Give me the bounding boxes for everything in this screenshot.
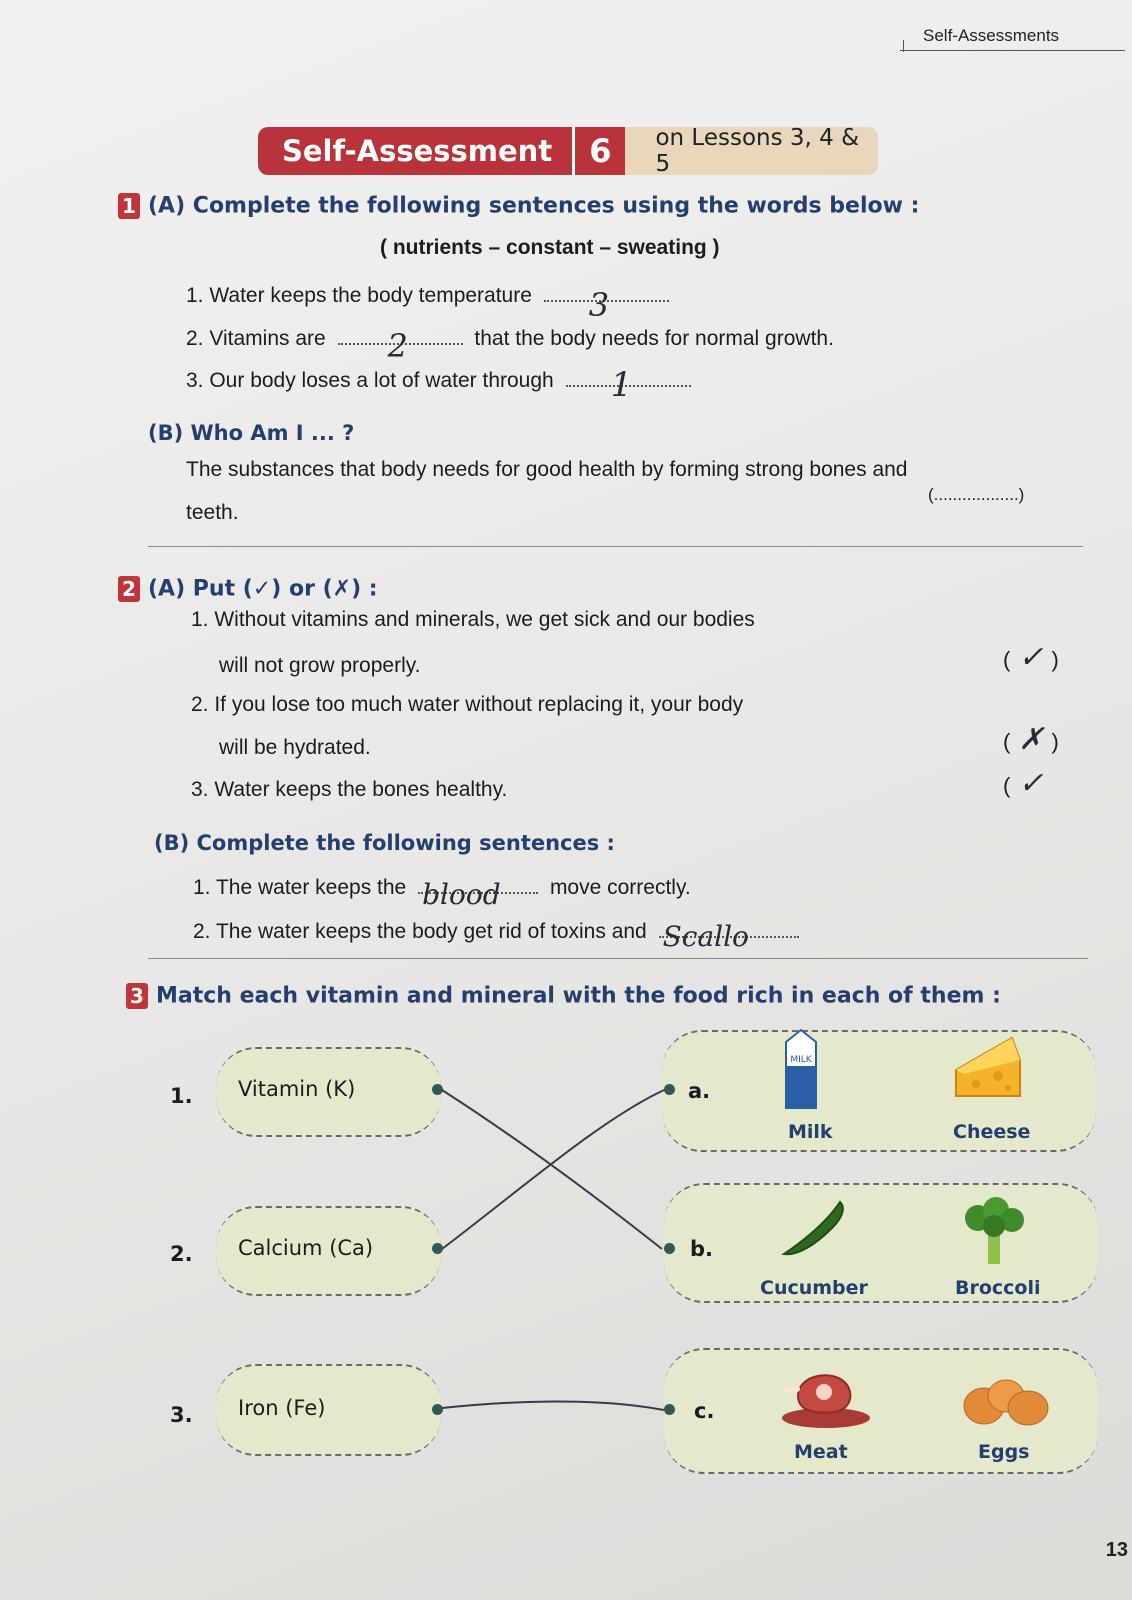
eggs-icon — [962, 1376, 1052, 1428]
answer-scallo[interactable]: Scallo — [662, 920, 749, 953]
answer-3-1[interactable]: 1 — [610, 365, 633, 405]
food-milk: Milk — [788, 1121, 833, 1143]
food-broccoli: Broccoli — [955, 1277, 1041, 1299]
left-box-vitamin-k: Vitamin (K) — [216, 1047, 441, 1137]
q1-a-heading: 1 (A) Complete the following sentences using the words below : — [118, 193, 919, 219]
q1-a-item-1: 1. Water keeps the body temperature 3 — [186, 284, 669, 308]
assessment-title — [258, 127, 878, 175]
milk-label: MILK — [790, 1055, 812, 1065]
left-dot-3[interactable] — [432, 1404, 443, 1415]
left-dot-2[interactable] — [432, 1243, 443, 1254]
right-letter-a: a. — [688, 1079, 711, 1103]
left-num-2: 2. — [170, 1242, 193, 1266]
cucumber-icon — [776, 1196, 848, 1260]
q2-a-item-1-line-2: will not grow properly. — [219, 654, 421, 677]
left-num-1: 1. — [170, 1084, 193, 1108]
title-number: 6 — [572, 127, 625, 175]
title-main: Self-Assessment — [258, 127, 572, 175]
right-dot-b[interactable] — [664, 1243, 675, 1254]
answer-1-3[interactable]: 3 — [588, 286, 610, 324]
section-divider-1 — [148, 546, 1083, 547]
q3-heading: 3 Match each vitamin and mineral with the food rich in each of them : — [126, 983, 1001, 1009]
q3-badge: 3 — [126, 983, 148, 1009]
header-rule — [900, 50, 1125, 51]
word-bank: ( nutrients – constant – sweating ) — [380, 236, 720, 259]
q1-a-item-2: 2. Vitamins are 2 that the body needs for normal growth. — [186, 327, 834, 365]
food-meat: Meat — [794, 1441, 848, 1463]
left-box-iron: Iron (Fe) — [216, 1364, 441, 1456]
q1-b-line-2: teeth. — [186, 501, 239, 524]
title-lessons: on Lessons 3, 4 & 5 — [625, 127, 878, 175]
milk-carton-icon — [780, 1028, 822, 1112]
q2-a-mark-2[interactable]: ( ✗ ) — [1003, 722, 1059, 757]
running-header: Self-Assessments — [923, 26, 1060, 45]
food-eggs: Eggs — [978, 1441, 1030, 1463]
food-cucumber: Cucumber — [760, 1277, 868, 1299]
meat-icon — [778, 1366, 874, 1430]
q2-b-item-2: 2. The water keeps the body get rid of toxins and Scallo — [193, 920, 799, 944]
q2-b-heading: (B) Complete the following sentences : — [154, 831, 615, 855]
right-box-a — [662, 1030, 1096, 1152]
q1-a-item-3: 3. Our body loses a lot of water through 1 — [186, 369, 691, 393]
right-dot-c[interactable] — [664, 1404, 675, 1415]
left-dot-1[interactable] — [432, 1084, 443, 1095]
broccoli-icon — [960, 1196, 1028, 1268]
q1-badge: 1 — [118, 193, 140, 219]
q2-badge: 2 — [118, 576, 140, 602]
q2-a-item-2-line-1: 2. If you lose too much water without replacing it, your body — [191, 693, 744, 716]
q1-b-heading: (B) Who Am I ... ? — [148, 421, 355, 445]
q2-a-item-2-line-2: will be hydrated. — [219, 736, 371, 759]
q2-b-item-1: 1. The water keeps the blood move correctly. — [193, 876, 691, 911]
answer-blood[interactable]: blood — [422, 878, 501, 911]
right-letter-b: b. — [690, 1237, 714, 1261]
cheese-icon — [952, 1030, 1024, 1102]
q1-b-blank[interactable]: (..................) — [928, 485, 1025, 504]
q2-a-mark-3[interactable]: ( ✓ — [1003, 766, 1044, 801]
match-line-1-b — [442, 1090, 662, 1249]
section-divider-2 — [148, 958, 1088, 959]
q2-a-item-1-line-1: 1. Without vitamins and minerals, we get sick and our bodies — [191, 608, 755, 631]
q2-a-item-3: 3. Water keeps the bones healthy. — [191, 778, 508, 801]
answer-2-2[interactable]: 2 — [387, 327, 408, 365]
left-box-calcium: Calcium (Ca) — [216, 1206, 441, 1296]
right-dot-a[interactable] — [664, 1084, 675, 1095]
q2-a-heading: 2 (A) Put (✓) or (✗) : — [118, 576, 378, 602]
page-number: 13 — [1105, 1539, 1128, 1561]
match-line-2-a — [442, 1090, 664, 1249]
match-line-3-c — [442, 1402, 664, 1411]
q1-b-line-1: The substances that body needs for good health by forming strong bones and — [186, 458, 908, 481]
left-num-3: 3. — [170, 1403, 193, 1427]
right-letter-c: c. — [694, 1399, 715, 1423]
food-cheese: Cheese — [953, 1121, 1031, 1143]
q2-a-mark-1[interactable]: ( ✓ ) — [1003, 640, 1059, 675]
